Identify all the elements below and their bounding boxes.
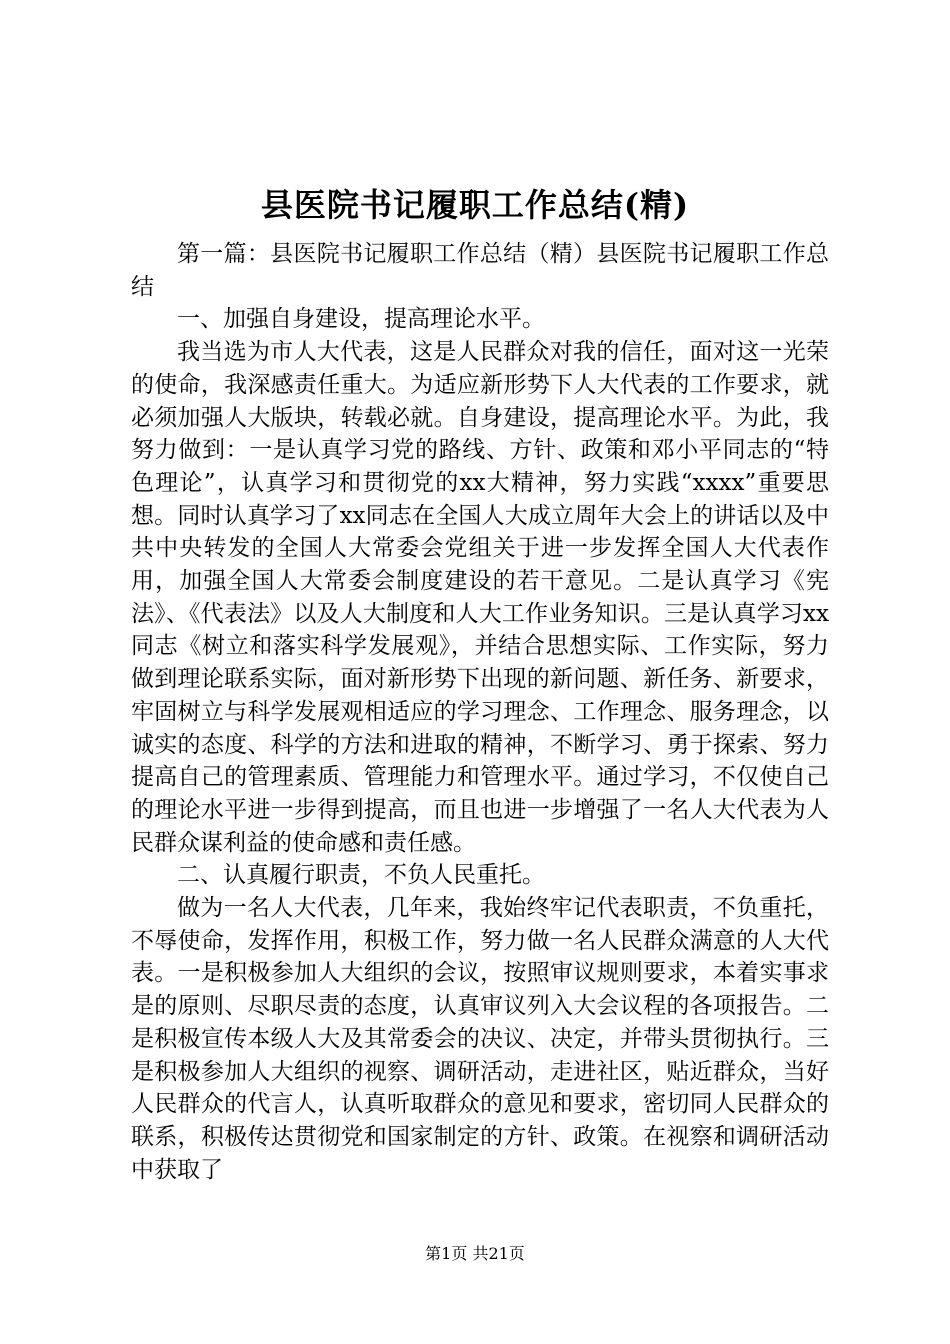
paragraph: 做为一名人大代表，几年来，我始终牢记代表职责，不负重托，不辱使命，发挥作用，积极工作，努力做一名人民群众满意的人大代表。一是积极参加人大组织的会议，按照审议规则要求，本着实事求是的原则、尽职尽责的态度，认真审议列入大会议程的各项报告。二是积极宣传本级人大及其常委会的决议、决定，并带头贯彻执行。三是积极参加人大组织的视察、调研活动，走进社区，贴近群众，当好人民群众的代言人，认真听取群众的意见和要求，密切同人民群众的联系，积极传达贯彻党和国家制定的方针、政策。在视察和调研活动中获取了: [131, 895, 829, 1183]
paragraph: 我当选为市人大代表，这是人民群众对我的信任，面对这一光荣的使命，我深感责任重大。为适应新形势下人大代表的工作要求，就必须加强人大版块，转载必就。自身建设，提高理论水平。为此，我努力做到：一是认真学习党的路线、方针、政策和邓小平同志的“特色理论”，认真学习和贯彻党的xx大精神，努力实践“xxxx”重要思想。同时认真学习了xx同志在全国人大成立周年大会上的讲话以及中共中央转发的全国人大常委会党组关于进一步发挥全国人大代表作用，加强全国人大常委会制度建设的若干意见。二是认真学习《宪法》、《代表法》以及人大制度和人大工作业务知识。三是认真学习xx同志《树立和落实科学发展观》，并结合思想实际、工作实际，努力做到理论联系实际，面对新形势下出现的新问题、新任务、新要求，牢固树立与科学发展观相适应的学习理念、工作理念、服务理念，以诚实的态度、科学的方法和进取的精神，不断学习、勇于探索、努力提高自己的管理素质、管理能力和管理水平。通过学习，不仅使自己的理论水平进一步得到提高，而且也进一步增强了一名人大代表为人民群众谋利益的使命感和责任感。: [131, 339, 829, 856]
paragraph-heading-intro: 第一篇：县医院书记履职工作总结（精）县医院书记履职工作总结: [131, 241, 829, 300]
page-number-footer: 第1页 共21页: [425, 1244, 525, 1263]
section-heading-1: 一、加强自身建设，提高理论水平。: [177, 306, 545, 333]
section-heading-2: 二、认真履行职责，不负人民重托。: [177, 862, 545, 889]
document-title: 县医院书记履职工作总结(精): [260, 186, 690, 224]
document-body: [131, 238, 829, 1186]
